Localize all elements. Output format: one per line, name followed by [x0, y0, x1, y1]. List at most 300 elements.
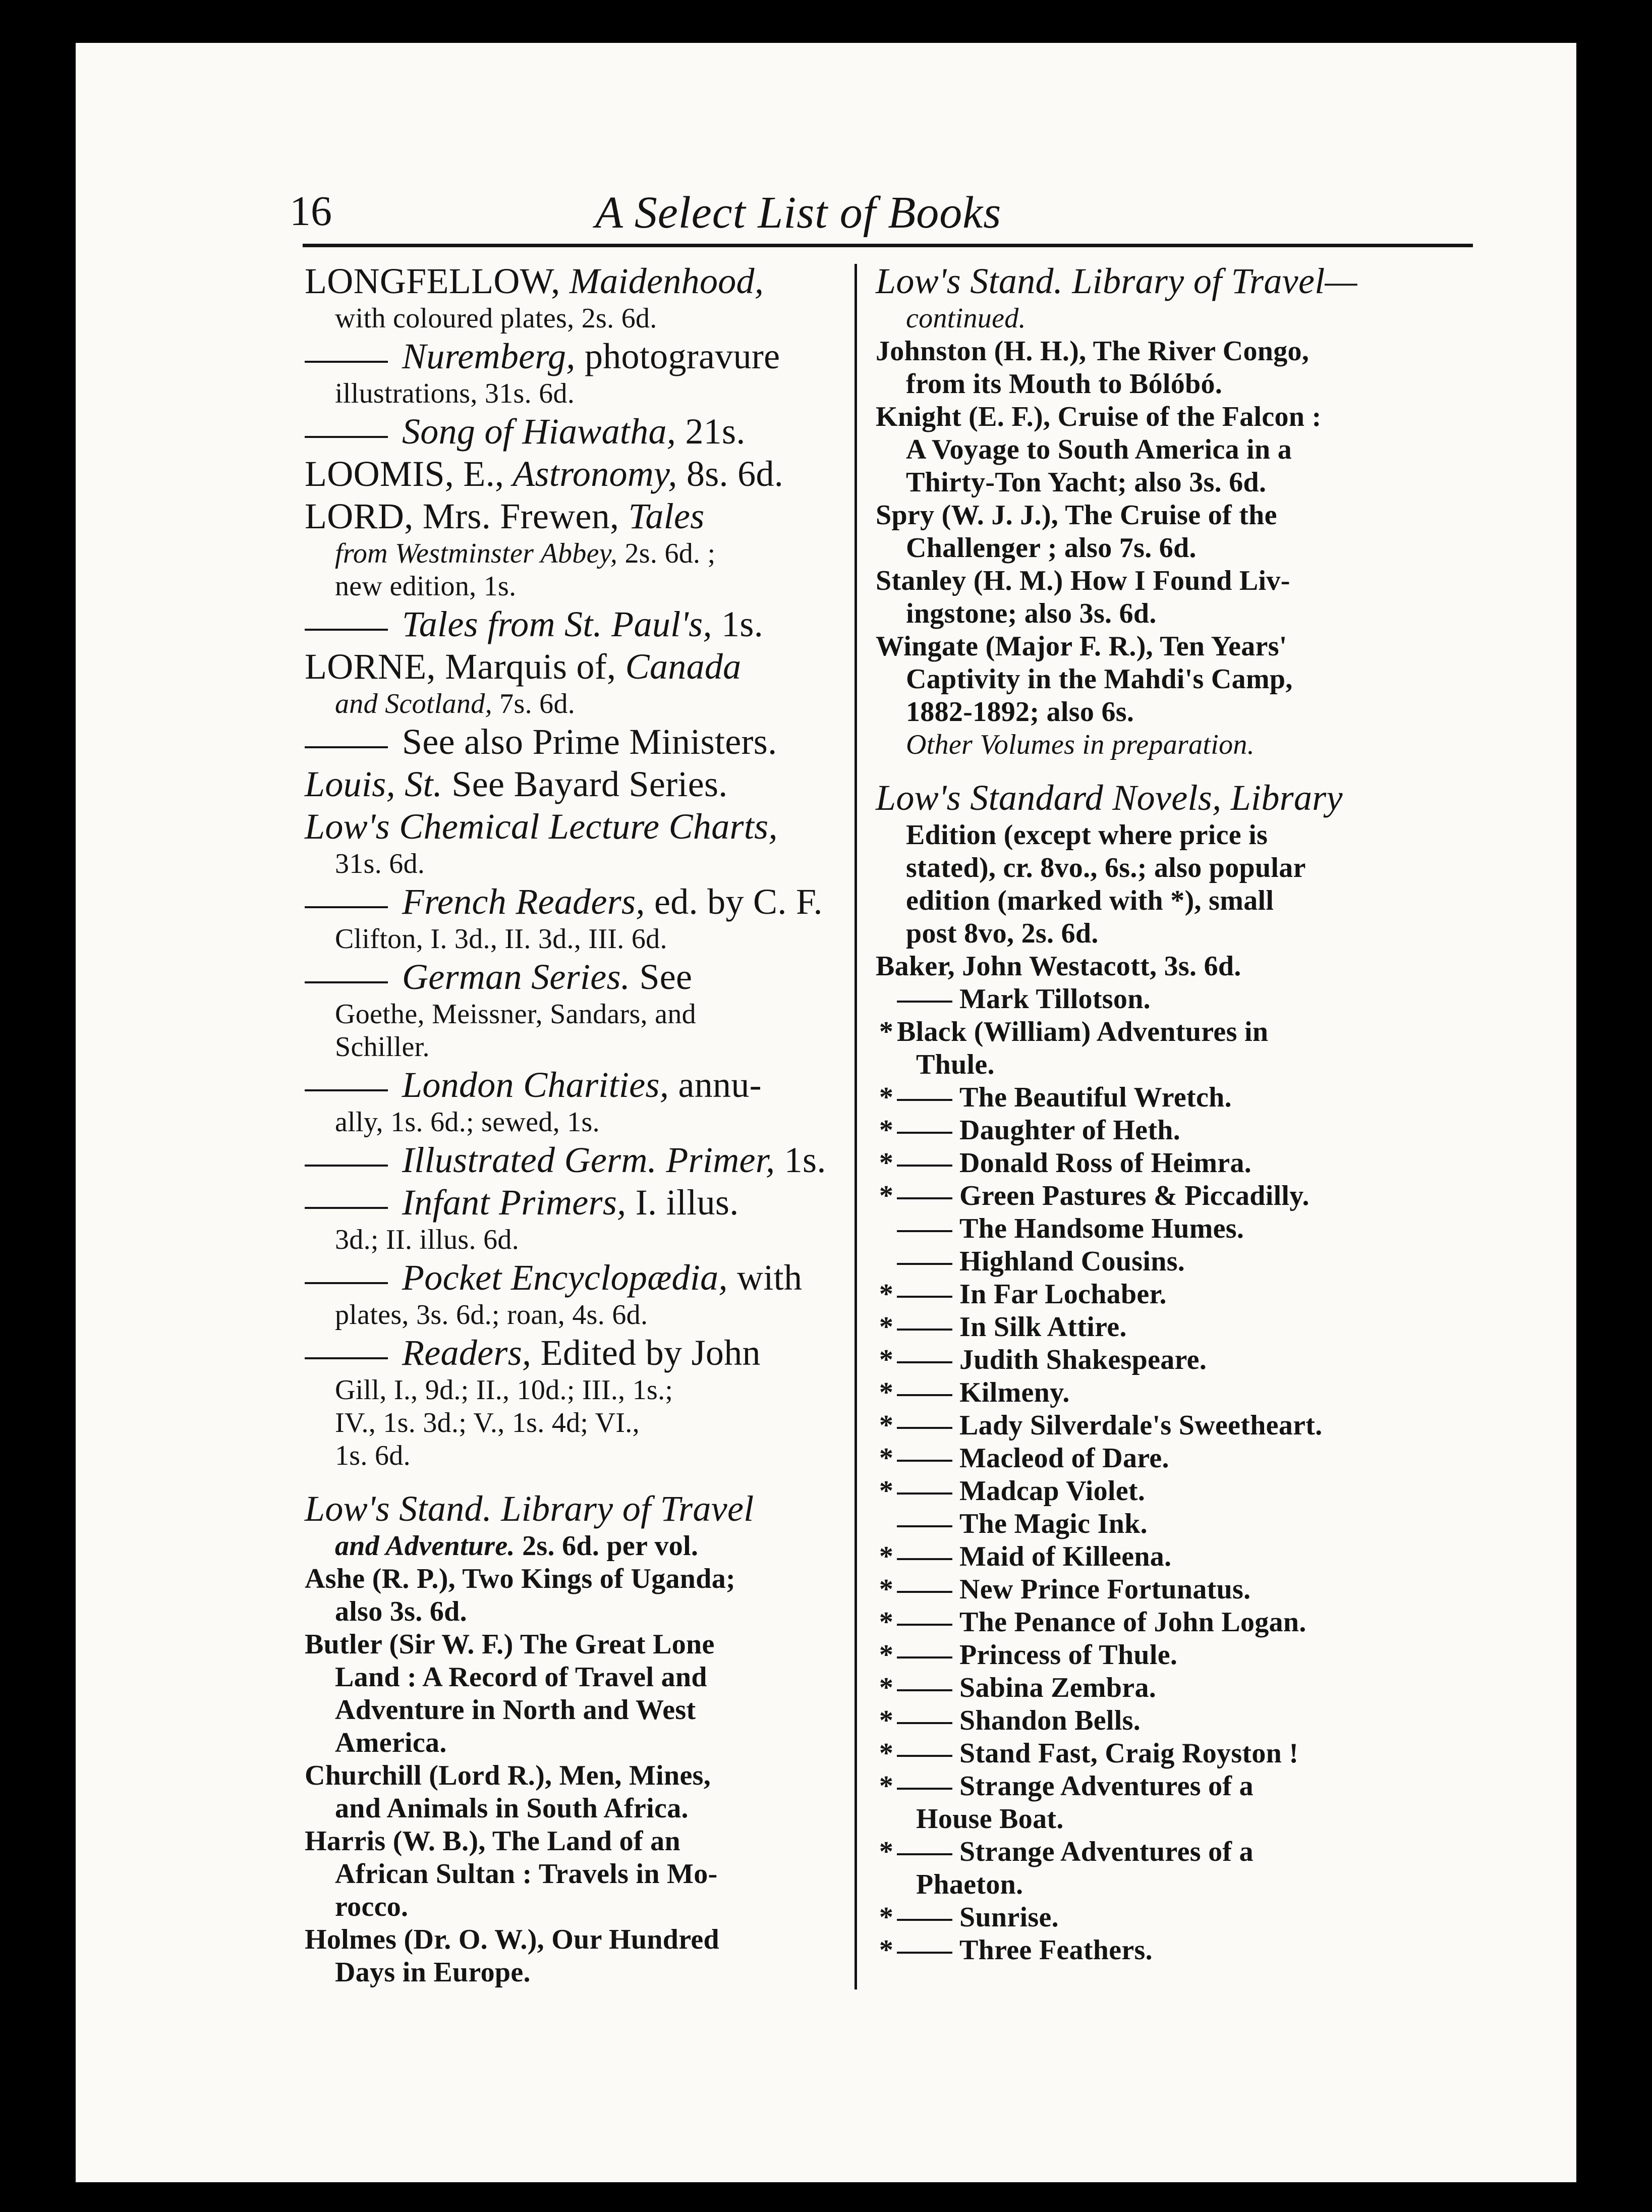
novel-title: Three Feathers. — [959, 1934, 1153, 1966]
asterisk-marker: * — [879, 1607, 894, 1638]
entry-text: 2s. 6d. ; — [617, 538, 716, 569]
dash-rule — [897, 1722, 952, 1724]
novel-entry — [876, 1540, 1510, 1573]
asterisk-marker: * — [879, 1180, 894, 1211]
novel-title: Strange Adventures of a — [959, 1771, 1254, 1802]
dash-rule — [305, 1282, 388, 1284]
book-entry — [305, 721, 927, 763]
asterisk-marker: * — [879, 1705, 894, 1736]
book-entry — [305, 453, 927, 495]
novel-entry — [876, 1573, 1510, 1606]
entry-continuation — [305, 688, 927, 721]
entry-title: Low's Chemical Lecture Charts, — [305, 806, 778, 847]
novel-entry — [876, 1409, 1510, 1442]
novel-entry — [876, 1475, 1510, 1508]
book-entry — [305, 335, 927, 410]
dash-rule — [897, 1263, 952, 1265]
dash-rule — [897, 1427, 952, 1429]
dash-rule — [897, 1001, 952, 1003]
asterisk-marker: * — [879, 1410, 894, 1441]
novel-line — [876, 1901, 1510, 1934]
series-title: Low's Standard Novels, Library — [876, 778, 1343, 818]
dash-rule — [897, 1296, 952, 1298]
novel-title: Sunrise. — [959, 1902, 1059, 1933]
entry-continuation: A Voyage to South America in a — [906, 434, 1292, 465]
novel-title: In Far Lochaber. — [959, 1279, 1167, 1310]
entry-first-line — [305, 260, 927, 302]
book-entry — [305, 495, 927, 603]
entry-first-line — [305, 1064, 927, 1106]
book-entry — [305, 410, 927, 453]
entry-text: Gill, I., 9d.; II., 10d.; III., 1s.; — [335, 1374, 673, 1406]
entry-price: 8s. 6d. — [677, 454, 784, 494]
entry-text: 7s. 6d. — [492, 688, 576, 720]
entry-text: See Bayard Series. — [442, 764, 728, 804]
novel-entry — [876, 1311, 1510, 1344]
entry-continuation — [305, 1106, 927, 1139]
entry-continuation: Days in Europe. — [335, 1957, 531, 1988]
dash-rule — [897, 1656, 952, 1658]
entry-text: 31s. 6d. — [335, 848, 425, 879]
book-entry — [305, 1181, 927, 1256]
entry-continuation: Captivity in the Mahdi's Camp, — [906, 663, 1293, 695]
dash-rule — [897, 1165, 952, 1167]
entry-text: plates, 3s. 6d.; roan, 4s. 6d. — [335, 1299, 648, 1331]
asterisk-marker: * — [879, 1082, 894, 1113]
entry-text: See — [630, 957, 693, 997]
dash-rule — [897, 1197, 952, 1199]
novel-line — [876, 1409, 1510, 1442]
entry-continuation: Schiller. — [335, 1031, 430, 1063]
series-title: Low's Stand. Library of Travel — [305, 1488, 754, 1529]
novel-entry — [876, 1016, 1510, 1081]
entry-text: ally, 1s. 6d.; sewed, 1s. — [335, 1107, 600, 1138]
novel-line — [876, 1639, 1510, 1672]
entry-first-line — [305, 956, 927, 998]
dash-rule — [897, 1361, 952, 1363]
travel-series-heading — [305, 1487, 927, 1563]
entry-first-line: Stanley (H. M.) How I Found Liv- — [876, 565, 1290, 596]
book-entry — [305, 260, 927, 335]
book-entry — [305, 645, 927, 721]
asterisk-marker: * — [879, 1475, 894, 1507]
entry-title: Astronomy, — [504, 454, 677, 494]
novel-entry — [876, 1836, 1510, 1901]
entry-first-line — [305, 495, 927, 537]
novel-line — [876, 1475, 1510, 1508]
entry-first-line — [305, 1332, 927, 1374]
entry-text: photogravure — [575, 336, 780, 376]
dash-rule — [305, 1207, 388, 1209]
entry-first-line: Johnston (H. H.), The River Congo, — [876, 336, 1309, 367]
entry-text: See also Prime Ministers. — [402, 722, 777, 762]
entry-title: Louis, St. — [305, 764, 443, 804]
book-entry — [305, 880, 927, 956]
asterisk-marker: * — [879, 1311, 894, 1343]
entry-text: 3d.; II. illus. 6d. — [335, 1224, 520, 1255]
entry-continuation — [305, 1374, 927, 1407]
novel-title: Princess of Thule. — [959, 1639, 1178, 1671]
entry-continuation — [305, 848, 927, 880]
entry-continuation — [305, 302, 927, 335]
entry-first-line — [305, 603, 927, 645]
novel-entry — [876, 1180, 1510, 1212]
novel-line — [876, 1508, 1510, 1540]
book-entry — [305, 805, 927, 880]
novel-entry — [876, 1147, 1510, 1180]
series-description: edition (marked with *), small — [906, 885, 1274, 916]
novel-title: Kilmeny. — [959, 1377, 1070, 1408]
entry-continuation — [305, 1224, 927, 1256]
asterisk-marker: * — [879, 1836, 894, 1867]
other-volumes-note — [876, 729, 1510, 761]
novel-line — [876, 1934, 1510, 1967]
novel-line — [876, 1770, 1510, 1803]
entry-continuation — [305, 923, 927, 956]
entry-author: LOOMIS, E., — [305, 454, 504, 494]
entry-title: Maidenhood, — [560, 261, 764, 301]
entry-title: French Readers, — [402, 881, 645, 922]
entry-first-line: Holmes (Dr. O. W.), Our Hundred — [305, 1924, 719, 1955]
book-entry — [305, 763, 927, 805]
asterisk-marker: * — [879, 1672, 894, 1703]
novel-title: The Magic Ink. — [959, 1508, 1148, 1539]
travel-book-entry — [305, 1628, 927, 1759]
entry-first-line: Ashe (R. P.), Two Kings of Uganda; — [305, 1563, 735, 1594]
novel-title: Lady Silverdale's Sweetheart. — [959, 1410, 1323, 1441]
travel-book-entry — [876, 565, 1510, 630]
travel-book-entry — [305, 1825, 927, 1923]
entry-continuation: rocco. — [335, 1891, 409, 1922]
entry-title: Tales from St. Paul's, — [402, 604, 712, 644]
dash-rule — [897, 1492, 952, 1495]
entry-first-line — [305, 880, 927, 923]
entry-first-line: Butler (Sir W. F.) The Great Lone — [305, 1629, 715, 1660]
entry-first-line — [305, 1181, 927, 1224]
dash-rule — [897, 1624, 952, 1626]
spacer — [876, 761, 1510, 777]
book-page — [76, 43, 1576, 2182]
travel-book-entry — [305, 1923, 927, 1989]
entry-title: London Charities, — [402, 1065, 669, 1105]
entry-title: Tales — [619, 496, 705, 536]
entry-continuation: Challenger ; also 7s. 6d. — [906, 532, 1197, 564]
entry-continuation — [305, 998, 927, 1031]
asterisk-marker: * — [879, 1016, 894, 1047]
novel-title: Judith Shakespeare. — [959, 1344, 1207, 1375]
entry-first-line — [305, 1139, 927, 1181]
entry-text: with — [727, 1257, 803, 1298]
entry-author: LONGFELLOW, — [305, 261, 560, 301]
dash-rule — [305, 981, 388, 983]
entry-text: annu- — [669, 1065, 762, 1105]
dash-rule — [897, 1558, 952, 1560]
novel-line — [876, 1212, 1510, 1245]
dash-rule — [305, 629, 388, 631]
entry-continuation: African Sultan : Travels in Mo- — [335, 1858, 718, 1890]
travel-book-entry — [305, 1759, 927, 1825]
book-entry — [305, 956, 927, 1064]
series-subtitle — [305, 1530, 927, 1563]
dash-rule — [305, 1089, 388, 1091]
novel-title: Daughter of Heth. — [959, 1115, 1181, 1146]
dash-rule — [305, 746, 388, 748]
dash-rule — [897, 1591, 952, 1593]
dash-rule — [897, 1919, 952, 1921]
entry-first-line — [305, 410, 927, 453]
entry-continuation: Land : A Record of Travel and — [335, 1662, 707, 1693]
entry-text: Edited by John — [531, 1333, 761, 1373]
entry-text: 1s. — [775, 1140, 826, 1180]
entry-first-line — [305, 805, 927, 848]
series-description: stated), cr. 8vo., 6s.; also popular — [906, 852, 1306, 883]
entry-first-line — [305, 453, 927, 495]
entry-text: I. illus. — [626, 1182, 739, 1223]
entry-text: 1s. — [712, 604, 764, 644]
asterisk-marker: * — [879, 1147, 894, 1179]
novel-title: Green Pastures & Piccadilly. — [959, 1180, 1309, 1211]
novel-entry — [876, 1737, 1510, 1770]
novel-title: Mark Tillotson. — [959, 983, 1151, 1015]
dash-rule — [897, 1230, 952, 1232]
entry-continuation: ingstone; also 3s. 6d. — [906, 598, 1157, 629]
dash-rule — [897, 1788, 952, 1790]
novel-line — [876, 1376, 1510, 1409]
travel-book-entry — [876, 401, 1510, 499]
book-entry — [305, 603, 927, 645]
asterisk-marker: * — [879, 1377, 894, 1408]
novel-title: The Penance of John Logan. — [959, 1607, 1306, 1638]
entry-continuation: Thirty-Ton Yacht; also 3s. 6d. — [906, 467, 1267, 498]
asterisk-marker: * — [879, 1934, 894, 1966]
novel-title: Maid of Killeena. — [959, 1541, 1172, 1572]
series-title: Low's Stand. Library of Travel— — [876, 261, 1357, 301]
novel-entry — [876, 1639, 1510, 1672]
novel-line — [876, 1540, 1510, 1573]
novel-line — [876, 1081, 1510, 1114]
novel-line — [876, 1606, 1510, 1639]
novel-continuation: Thule. — [916, 1049, 995, 1080]
novel-title: Donald Ross of Heimra. — [959, 1147, 1252, 1179]
series-price: 2s. 6d. per vol. — [515, 1530, 699, 1562]
left-column — [305, 260, 927, 1989]
entry-title: Song of Hiawatha, — [402, 411, 676, 452]
novel-line — [876, 1278, 1510, 1311]
novel-entry — [876, 1901, 1510, 1934]
series-description: post 8vo, 2s. 6d. — [906, 918, 1099, 949]
entry-continuation: new edition, 1s. — [335, 571, 517, 602]
book-entry — [305, 1064, 927, 1139]
novel-line — [876, 1737, 1510, 1770]
entry-first-line — [305, 1256, 927, 1299]
entry-title: Canada — [616, 646, 742, 687]
book-entry — [305, 1332, 927, 1472]
entry-continuation — [305, 1299, 927, 1332]
novel-entry — [876, 1508, 1510, 1540]
novel-title: Strange Adventures of a — [959, 1836, 1254, 1867]
entry-title: Pocket Encyclopædia, — [402, 1257, 728, 1298]
entry-first-line — [305, 721, 927, 763]
asterisk-marker: * — [879, 1574, 894, 1605]
entry-first-line — [305, 763, 927, 805]
novel-entry — [876, 1081, 1510, 1114]
asterisk-marker: * — [879, 1115, 894, 1146]
other-volumes-text: Other Volumes in preparation. — [906, 729, 1255, 760]
novel-title: In Silk Attire. — [959, 1311, 1127, 1343]
entry-first-line: Wingate (Major F. R.), Ten Years' — [876, 631, 1287, 662]
novel-line — [876, 1180, 1510, 1212]
page-number: 16 — [290, 188, 332, 235]
entry-text: ed. by C. F. — [645, 881, 823, 922]
right-column — [876, 260, 1510, 1967]
entry-continuation: America. — [335, 1727, 447, 1758]
entry-text: illustrations, 31s. 6d. — [335, 378, 575, 409]
asterisk-marker: * — [879, 1443, 894, 1474]
entry-continuation: 1s. 6d. — [335, 1440, 411, 1471]
entry-continuation — [305, 377, 927, 410]
dash-rule — [305, 1165, 388, 1167]
novel-entry — [876, 1672, 1510, 1704]
novel-line — [876, 950, 1510, 983]
novel-line — [876, 1245, 1510, 1278]
entry-title: and Scotland, — [335, 688, 492, 720]
dash-rule — [897, 1394, 952, 1396]
entry-continuation: IV., 1s. 3d.; V., 1s. 4d; VI., — [335, 1407, 640, 1439]
series-subtitle-text: and Adventure. — [335, 1530, 515, 1562]
travel-book-entry — [305, 1563, 927, 1628]
novel-title: Macleod of Dare. — [959, 1443, 1169, 1474]
novel-line — [876, 1114, 1510, 1147]
dash-rule — [897, 1952, 952, 1954]
novel-line — [876, 1016, 1510, 1048]
dash-rule — [305, 906, 388, 908]
travel-book-entry — [876, 630, 1510, 729]
page-title: A Select List of Books — [595, 188, 1002, 238]
asterisk-marker: * — [879, 1902, 894, 1933]
novel-line — [876, 1344, 1510, 1376]
novel-entry — [876, 983, 1510, 1016]
dash-rule — [897, 1689, 952, 1691]
entry-first-line — [305, 335, 927, 377]
entry-first-line: Spry (W. J. J.), The Cruise of the — [876, 500, 1277, 531]
novel-entry — [876, 1278, 1510, 1311]
novel-continuation: House Boat. — [916, 1803, 1064, 1835]
entry-continuation: also 3s. 6d. — [335, 1596, 467, 1627]
entry-title: Nuremberg, — [402, 336, 576, 376]
dash-rule — [897, 1525, 952, 1527]
entry-first-line: Knight (E. F.), Cruise of the Falcon : — [876, 401, 1322, 432]
novel-title: Baker, John Westacott, 3s. 6d. — [876, 951, 1241, 982]
dash-rule — [897, 1329, 952, 1331]
asterisk-marker: * — [879, 1738, 894, 1769]
entry-title: Infant Primers, — [402, 1182, 626, 1223]
novel-line — [876, 1672, 1510, 1704]
novel-line — [876, 1836, 1510, 1868]
dash-rule — [305, 361, 388, 363]
novel-line — [876, 1311, 1510, 1344]
continued-heading — [876, 260, 1510, 335]
novels-heading — [876, 777, 1510, 950]
entry-continuation: from its Mouth to Bólóbó. — [906, 368, 1223, 400]
dash-rule — [897, 1460, 952, 1462]
novel-title: New Prince Fortunatus. — [959, 1574, 1251, 1605]
entry-text: with coloured plates, 2s. 6d. — [335, 303, 657, 334]
novel-entry — [876, 1212, 1510, 1245]
novel-line — [876, 1573, 1510, 1606]
continued-label: continued. — [906, 303, 1026, 334]
travel-book-entry — [876, 335, 1510, 401]
dash-rule — [305, 436, 388, 438]
novel-title: Stand Fast, Craig Royston ! — [959, 1738, 1299, 1769]
entry-title: from Westminster Abbey, — [335, 538, 618, 569]
dash-rule — [897, 1853, 952, 1855]
novel-continuation: Phaeton. — [916, 1869, 1023, 1900]
entry-author: LORD, Mrs. Frewen, — [305, 496, 619, 536]
novel-title: Highland Cousins. — [959, 1246, 1185, 1277]
entry-title: Illustrated Germ. Primer, — [402, 1140, 775, 1180]
novel-title: The Handsome Humes. — [959, 1213, 1244, 1244]
entry-continuation: 1882-1892; also 6s. — [906, 696, 1134, 728]
asterisk-marker: * — [879, 1771, 894, 1802]
novel-title: Shandon Bells. — [959, 1705, 1141, 1736]
spacer — [305, 1472, 927, 1487]
novel-line — [876, 1442, 1510, 1475]
novel-line — [876, 1147, 1510, 1180]
novel-title: Black (William) Adventures in — [897, 1016, 1269, 1047]
novel-entry — [876, 1606, 1510, 1639]
entry-first-line — [305, 645, 927, 688]
asterisk-marker: * — [879, 1344, 894, 1375]
novel-entry — [876, 1770, 1510, 1836]
book-entry — [305, 1139, 927, 1181]
novel-title: Sabina Zembra. — [959, 1672, 1157, 1703]
entry-first-line: Harris (W. B.), The Land of an — [305, 1826, 680, 1857]
series-description: Edition (except where price is — [906, 819, 1268, 851]
novel-entry — [876, 1376, 1510, 1409]
entry-title: German Series. — [402, 957, 631, 997]
entry-author: LORNE, Marquis of, — [305, 646, 616, 687]
entry-first-line: Churchill (Lord R.), Men, Mines, — [305, 1760, 711, 1791]
entry-text: 21s. — [676, 411, 746, 452]
novel-entry — [876, 950, 1510, 983]
entry-text: Goethe, Meissner, Sandars, and — [335, 999, 696, 1030]
novel-title: Madcap Violet. — [959, 1475, 1146, 1507]
novel-entry — [876, 1934, 1510, 1967]
dash-rule — [897, 1099, 952, 1101]
novel-entry — [876, 1114, 1510, 1147]
novel-entry — [876, 1442, 1510, 1475]
asterisk-marker: * — [879, 1279, 894, 1310]
novel-entry — [876, 1245, 1510, 1278]
entry-title: Readers, — [402, 1333, 532, 1373]
dash-rule — [897, 1132, 952, 1134]
travel-book-entry — [876, 499, 1510, 565]
book-entry — [305, 1256, 927, 1332]
novel-line — [876, 983, 1510, 1016]
entry-continuation: Adventure in North and West — [335, 1694, 696, 1726]
entry-continuation — [305, 537, 927, 570]
dash-rule — [305, 1357, 388, 1359]
novel-title: The Beautiful Wretch. — [959, 1082, 1232, 1113]
header-rule — [303, 244, 1473, 247]
novel-entry — [876, 1344, 1510, 1376]
entry-continuation: and Animals in South Africa. — [335, 1793, 689, 1824]
asterisk-marker: * — [879, 1541, 894, 1572]
novel-entry — [876, 1704, 1510, 1737]
novel-line — [876, 1704, 1510, 1737]
dash-rule — [897, 1755, 952, 1757]
entry-text: Clifton, I. 3d., II. 3d., III. 6d. — [335, 923, 667, 955]
